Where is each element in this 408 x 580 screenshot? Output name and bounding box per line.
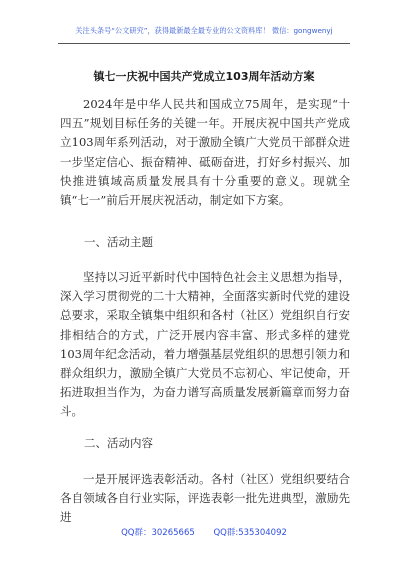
section-heading-theme: 一、活动主题 — [84, 235, 153, 249]
section-body-theme: 坚持以习近平新时代中国特色社会主义思想为指导，深入学习贯彻党的二十大精神，全面落实新时代党的建设总要求，采取全镇集中组织和各村（社区）党组织自行安排相结合的方式，广泛开展内容丰富、形式多样的建党103周年纪念活动，着力增强基层党组织的思想引领力和群众组织力，激励全镇广大党员不忘初心、牢记使命，开拓进取担当作为，为奋力谱写高质量发展新篇章而努力奋斗。 — [60, 270, 350, 419]
footer-contact — [0, 526, 408, 538]
footer-qq-group-1[interactable]: QQ群：30265665 — [121, 528, 195, 538]
section-body-content: 一是开展评选表彰活动。各村（社区）党组织要结合各自领域各自行业实际，评选表彰一批先进典型，激励先进 — [60, 472, 350, 525]
document-title: 镇七一庆祝中国共产党成立103周年活动方案 — [93, 70, 315, 83]
section-heading-content: 二、活动内容 — [84, 436, 153, 450]
header-divider — [58, 43, 350, 44]
intro-paragraph: 2024年是中华人民共和国成立75周年，是实现“十四五”规划目标任务的关键一年。开展庆祝中国共产党成立103周年系列活动，对于激励全镇广大党员干部群众进一步坚定信心、振奋精神、砥砺奋进，打好乡村振兴、加快推进镇域高质量发展具有十分重要的意义。现就全镇“七一”前后开展庆祝活动，制定如下方案。 — [60, 97, 350, 208]
header-banner[interactable]: 关注头条号“公文研究”，获得最新最全最专业的公文资料库！ 微信：gongwenyj — [75, 26, 333, 35]
footer-qq-group-2[interactable]: QQ群:535304092 — [213, 528, 287, 538]
